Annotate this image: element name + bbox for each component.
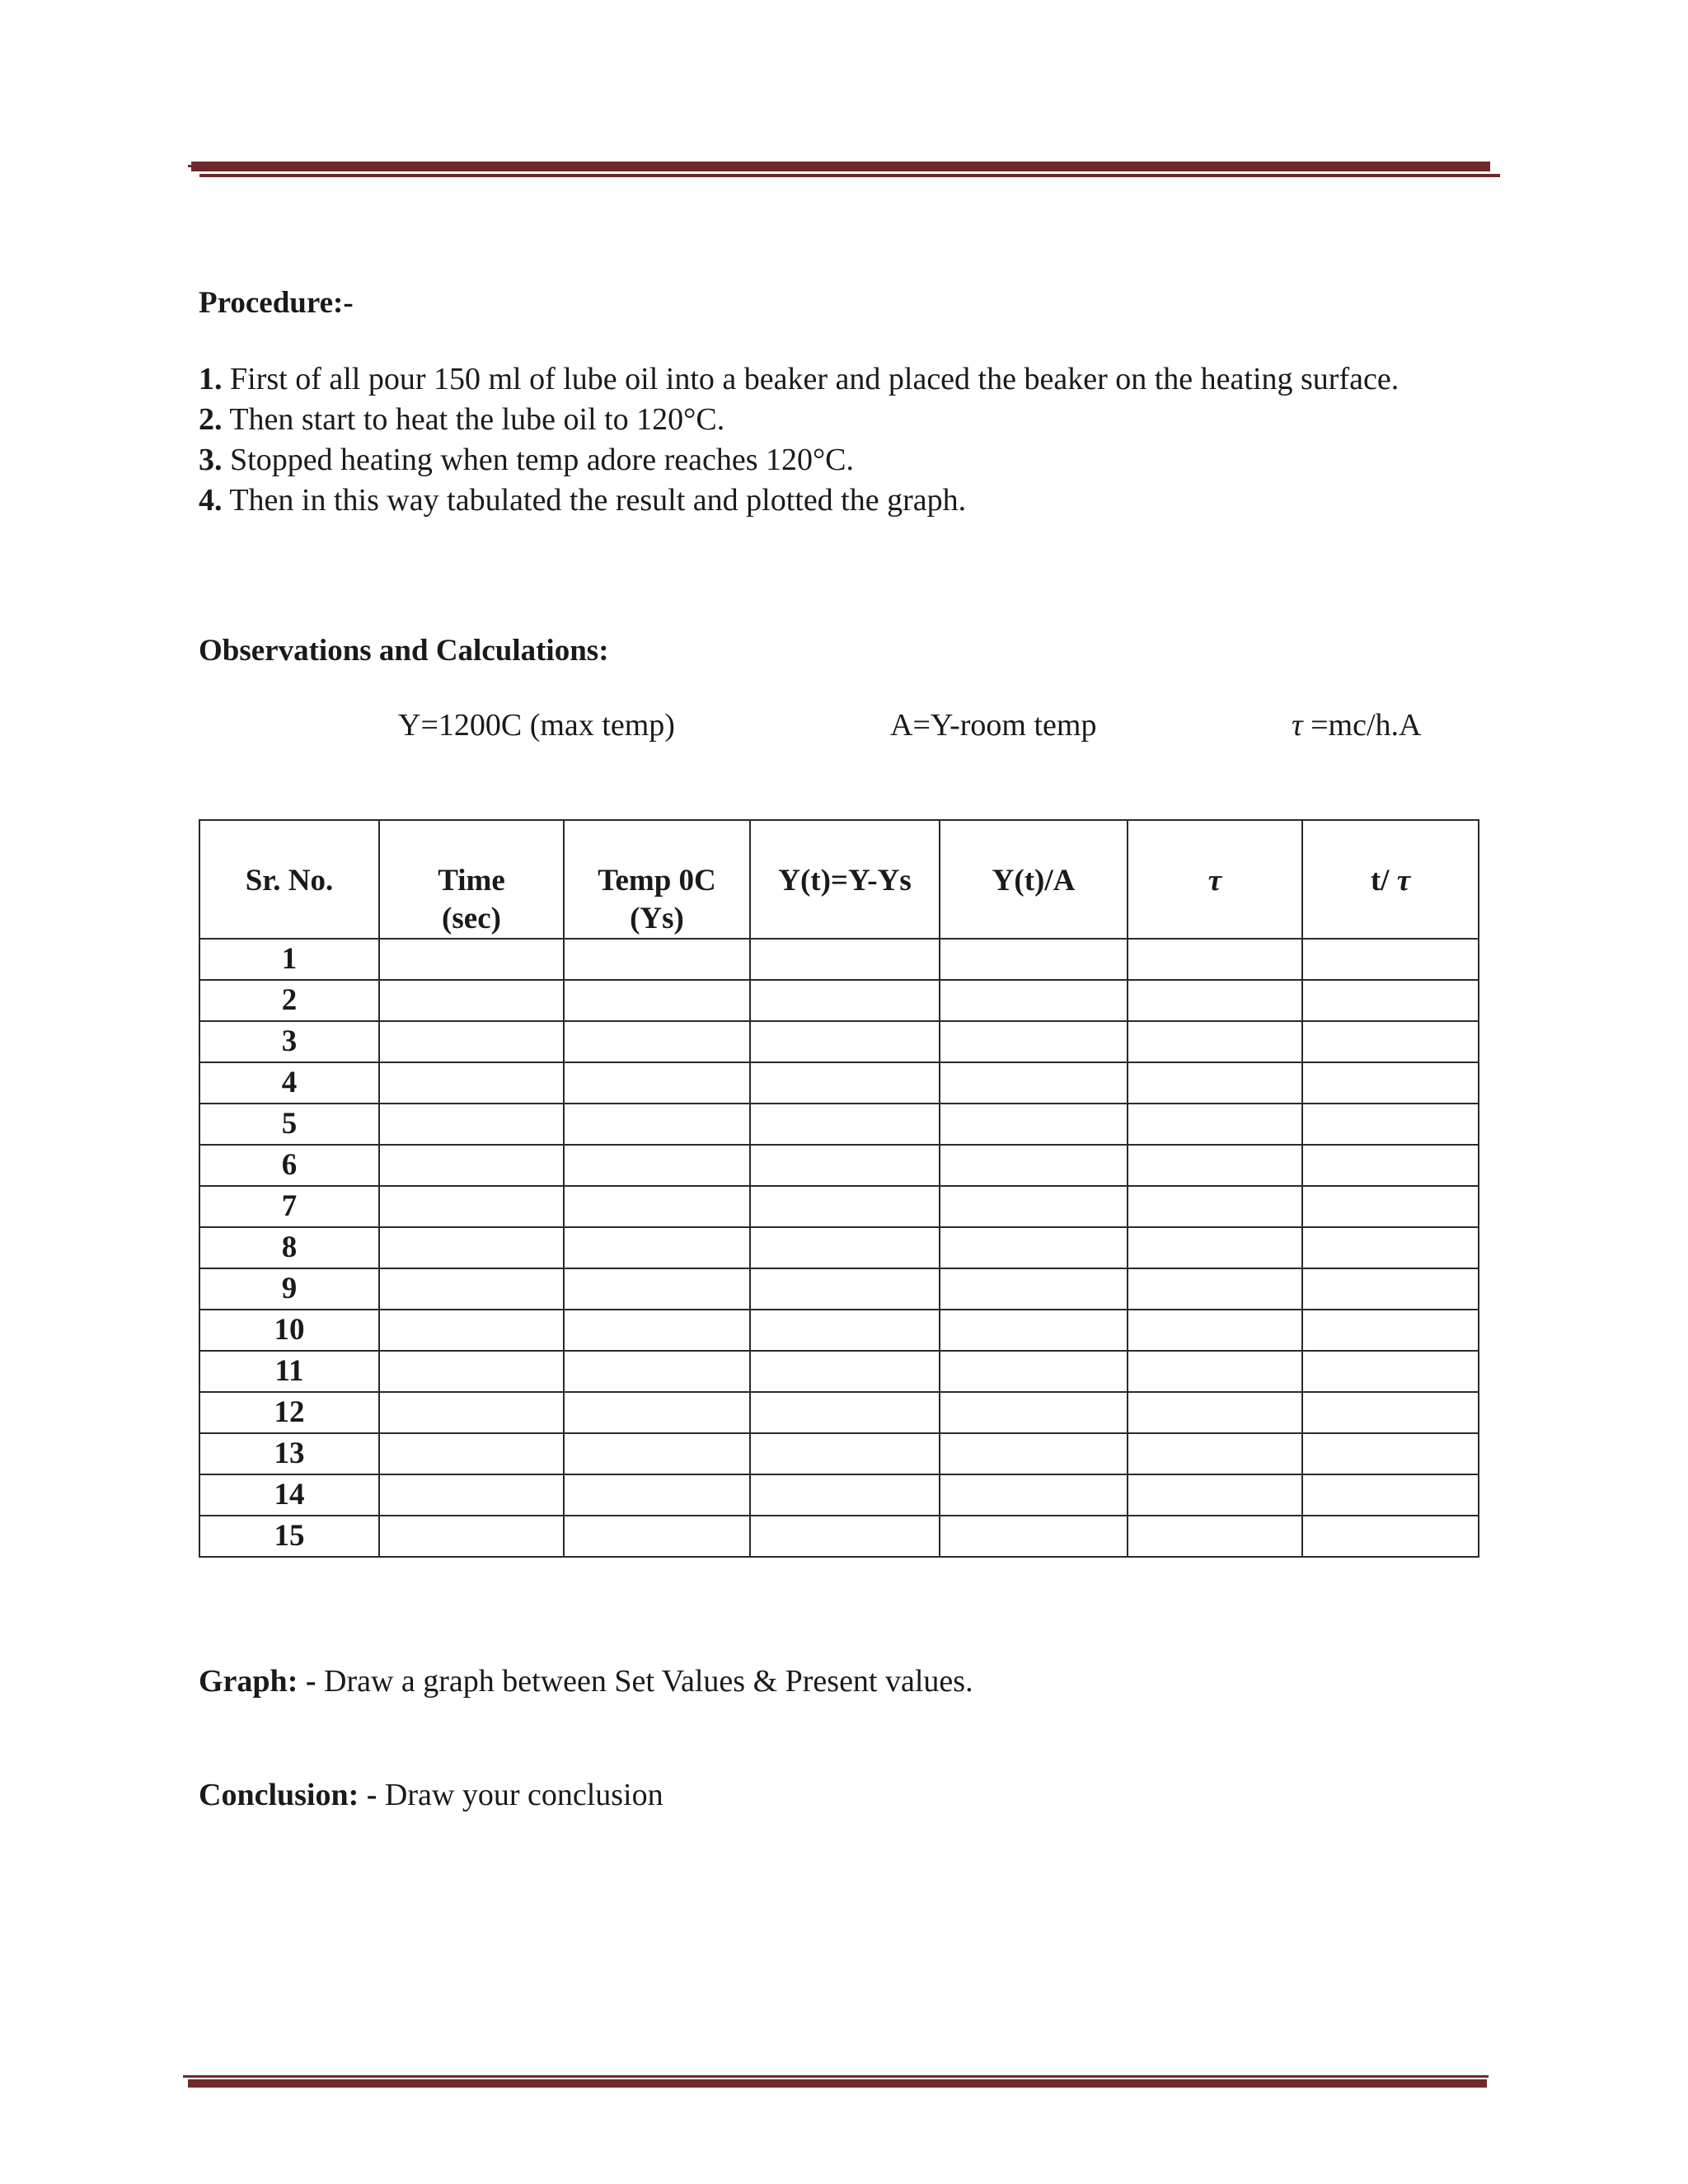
observations-heading: Observations and Calculations:	[199, 634, 609, 668]
cell-temp[interactable]	[564, 939, 750, 980]
cell-tau[interactable]	[1128, 939, 1302, 980]
cell-yt-over-a[interactable]	[940, 1474, 1128, 1516]
cell-yt[interactable]	[750, 980, 940, 1021]
cell-temp[interactable]	[564, 1433, 750, 1474]
footer-rule-thin	[183, 2075, 1489, 2078]
cell-yt-over-a[interactable]	[940, 1392, 1128, 1433]
header-temp-line2: (Ys)	[630, 902, 684, 935]
header-tau: τ	[1128, 820, 1302, 939]
cell-sr-no: 7	[199, 1186, 379, 1227]
cell-time[interactable]	[379, 939, 564, 980]
cell-temp[interactable]	[564, 1351, 750, 1392]
cell-yt[interactable]	[750, 1186, 940, 1227]
cell-sr-no: 13	[199, 1433, 379, 1474]
graph-text: Draw a graph between Set Values & Present values.	[316, 1664, 973, 1699]
step-number: 2.	[199, 402, 223, 437]
graph-instruction	[199, 1663, 973, 1699]
cell-sr-no: 4	[199, 1062, 379, 1104]
formula-tau-text: =mc/h.A	[1302, 708, 1422, 743]
cell-tau[interactable]	[1128, 1104, 1302, 1145]
step-text: Stopped heating when temp adore reaches 120°C.	[222, 443, 855, 477]
table-row	[199, 1516, 1479, 1557]
cell-t-over-tau[interactable]	[1302, 1268, 1479, 1310]
step-number: 1.	[199, 362, 223, 396]
cell-yt[interactable]	[750, 1516, 940, 1557]
step-number: 4.	[199, 483, 223, 518]
cell-tau[interactable]	[1128, 1474, 1302, 1516]
cell-time[interactable]	[379, 1433, 564, 1474]
cell-temp[interactable]	[564, 1104, 750, 1145]
cell-temp[interactable]	[564, 1062, 750, 1104]
cell-tau[interactable]	[1128, 1227, 1302, 1268]
cell-yt[interactable]	[750, 1227, 940, 1268]
cell-temp[interactable]	[564, 1516, 750, 1557]
cell-sr-no: 8	[199, 1227, 379, 1268]
cell-tau[interactable]	[1128, 1268, 1302, 1310]
conclusion-label: Conclusion: -	[199, 1778, 377, 1812]
cell-time[interactable]	[379, 1021, 564, 1062]
cell-t-over-tau[interactable]	[1302, 1516, 1479, 1557]
table-row	[199, 1227, 1479, 1268]
header-time-line1: Time	[438, 864, 505, 898]
cell-t-over-tau[interactable]	[1302, 1351, 1479, 1392]
conclusion-instruction	[199, 1777, 663, 1813]
cell-time[interactable]	[379, 1310, 564, 1351]
cell-yt-over-a[interactable]	[940, 1227, 1128, 1268]
cell-t-over-tau[interactable]	[1302, 1104, 1479, 1145]
table-row	[199, 1392, 1479, 1433]
cell-tau[interactable]	[1128, 1310, 1302, 1351]
procedure-heading: Procedure:-	[199, 286, 354, 320]
cell-time[interactable]	[379, 1351, 564, 1392]
step-text: Then in this way tabulated the result and plotted the graph.	[222, 483, 967, 518]
cell-time[interactable]	[379, 1186, 564, 1227]
cell-tau[interactable]	[1128, 1392, 1302, 1433]
cell-time[interactable]	[379, 1145, 564, 1186]
cell-t-over-tau[interactable]	[1302, 980, 1479, 1021]
cell-yt[interactable]	[750, 1145, 940, 1186]
header-sr-no: Sr. No.	[199, 820, 379, 939]
table-row	[199, 1062, 1479, 1104]
table-row	[199, 1145, 1479, 1186]
table-row	[199, 1268, 1479, 1310]
cell-temp[interactable]	[564, 1021, 750, 1062]
table-row	[199, 939, 1479, 980]
cell-temp[interactable]	[564, 1268, 750, 1310]
cell-tau[interactable]	[1128, 1145, 1302, 1186]
cell-sr-no: 14	[199, 1474, 379, 1516]
cell-tau[interactable]	[1128, 1186, 1302, 1227]
cell-sr-no: 1	[199, 939, 379, 980]
procedure-step	[199, 400, 1399, 440]
cell-tau[interactable]	[1128, 1433, 1302, 1474]
procedure-step	[199, 480, 1399, 521]
cell-yt-over-a[interactable]	[940, 1021, 1128, 1062]
cell-sr-no: 3	[199, 1021, 379, 1062]
step-number: 3.	[199, 443, 223, 477]
cell-yt-over-a[interactable]	[940, 1310, 1128, 1351]
table-row	[199, 1474, 1479, 1516]
cell-t-over-tau[interactable]	[1302, 1186, 1479, 1227]
cell-yt-over-a[interactable]	[940, 1516, 1128, 1557]
cell-time[interactable]	[379, 1392, 564, 1433]
cell-tau[interactable]	[1128, 1062, 1302, 1104]
cell-temp[interactable]	[564, 1474, 750, 1516]
cell-t-over-tau[interactable]	[1302, 1227, 1479, 1268]
formula-time-constant	[1292, 707, 1421, 743]
cell-yt-over-a[interactable]	[940, 1351, 1128, 1392]
cell-yt-over-a[interactable]	[940, 1268, 1128, 1310]
cell-yt[interactable]	[750, 1268, 940, 1310]
cell-temp[interactable]	[564, 1392, 750, 1433]
footer-rule-thick	[188, 2079, 1487, 2088]
cell-sr-no: 11	[199, 1351, 379, 1392]
step-text: First of all pour 150 ml of lube oil into a beaker and placed the beaker on the heating surface.	[222, 362, 1400, 396]
header-yt: Y(t)=Y-Ys	[750, 820, 940, 939]
cell-yt[interactable]	[750, 1310, 940, 1351]
cell-time[interactable]	[379, 1104, 564, 1145]
formula-amplitude: A=Y-room temp	[890, 708, 1097, 743]
header-rule-thin	[199, 174, 1500, 177]
table-row	[199, 980, 1479, 1021]
cell-yt[interactable]	[750, 1021, 940, 1062]
header-yt-over-a: Y(t)/A	[940, 820, 1128, 939]
cell-yt-over-a[interactable]	[940, 1186, 1128, 1227]
table-body	[199, 939, 1479, 1557]
cell-yt[interactable]	[750, 1351, 940, 1392]
header-t-over-tau	[1302, 820, 1479, 939]
header-time	[379, 820, 564, 939]
table-row	[199, 1310, 1479, 1351]
table-row	[199, 1104, 1479, 1145]
cell-time[interactable]	[379, 1474, 564, 1516]
cell-sr-no: 15	[199, 1516, 379, 1557]
cell-time[interactable]	[379, 980, 564, 1021]
cell-yt-over-a[interactable]	[940, 1433, 1128, 1474]
cell-yt[interactable]	[750, 939, 940, 980]
cell-yt[interactable]	[750, 1104, 940, 1145]
cell-yt-over-a[interactable]	[940, 1104, 1128, 1145]
cell-tau[interactable]	[1128, 1516, 1302, 1557]
step-text: Then start to heat the lube oil to 120°C.	[222, 402, 725, 437]
procedure-step	[199, 440, 1399, 480]
cell-yt[interactable]	[750, 1392, 940, 1433]
cell-t-over-tau[interactable]	[1302, 1433, 1479, 1474]
cell-temp[interactable]	[564, 1310, 750, 1351]
cell-t-over-tau[interactable]	[1302, 1145, 1479, 1186]
table-row	[199, 1021, 1479, 1062]
conclusion-text: Draw your conclusion	[377, 1778, 663, 1812]
cell-temp[interactable]	[564, 1145, 750, 1186]
cell-t-over-tau[interactable]	[1302, 1392, 1479, 1433]
table-row	[199, 1186, 1479, 1227]
header-rule-thick	[191, 162, 1490, 171]
header-t-over-tau-prefix: t/	[1370, 864, 1397, 898]
header-t-over-tau-symbol: τ	[1396, 864, 1411, 898]
table-row	[199, 1351, 1479, 1392]
header-rule	[191, 162, 1500, 180]
cell-yt-over-a[interactable]	[940, 980, 1128, 1021]
header-temp-line1: Temp 0C	[598, 864, 716, 898]
cell-sr-no: 2	[199, 980, 379, 1021]
graph-label: Graph: -	[199, 1664, 316, 1699]
cell-t-over-tau[interactable]	[1302, 1021, 1479, 1062]
cell-yt[interactable]	[750, 1433, 940, 1474]
cell-yt[interactable]	[750, 1474, 940, 1516]
cell-yt-over-a[interactable]	[940, 939, 1128, 980]
header-time-line2: (sec)	[442, 902, 501, 935]
procedure-steps	[199, 359, 1399, 521]
cell-sr-no: 6	[199, 1145, 379, 1186]
footer-rule	[183, 2075, 1489, 2087]
cell-time[interactable]	[379, 1227, 564, 1268]
cell-t-over-tau[interactable]	[1302, 1062, 1479, 1104]
formula-max-temp: Y=1200C (max temp)	[398, 708, 675, 743]
cell-time[interactable]	[379, 1268, 564, 1310]
cell-yt-over-a[interactable]	[940, 1062, 1128, 1104]
cell-tau[interactable]	[1128, 980, 1302, 1021]
cell-tau[interactable]	[1128, 1351, 1302, 1392]
cell-t-over-tau[interactable]	[1302, 939, 1479, 980]
cell-t-over-tau[interactable]	[1302, 1474, 1479, 1516]
cell-time[interactable]	[379, 1516, 564, 1557]
cell-yt-over-a[interactable]	[940, 1145, 1128, 1186]
cell-yt[interactable]	[750, 1062, 940, 1104]
table-header-row	[199, 820, 1479, 939]
table-row	[199, 1433, 1479, 1474]
cell-tau[interactable]	[1128, 1021, 1302, 1062]
cell-time[interactable]	[379, 1062, 564, 1104]
procedure-step	[199, 359, 1399, 400]
header-temp	[564, 820, 750, 939]
cell-sr-no: 5	[199, 1104, 379, 1145]
cell-temp[interactable]	[564, 980, 750, 1021]
cell-sr-no: 12	[199, 1392, 379, 1433]
cell-t-over-tau[interactable]	[1302, 1310, 1479, 1351]
cell-sr-no: 9	[199, 1268, 379, 1310]
cell-sr-no: 10	[199, 1310, 379, 1351]
cell-temp[interactable]	[564, 1186, 750, 1227]
observation-table	[199, 819, 1479, 1558]
tau-symbol: τ	[1292, 708, 1303, 743]
cell-temp[interactable]	[564, 1227, 750, 1268]
